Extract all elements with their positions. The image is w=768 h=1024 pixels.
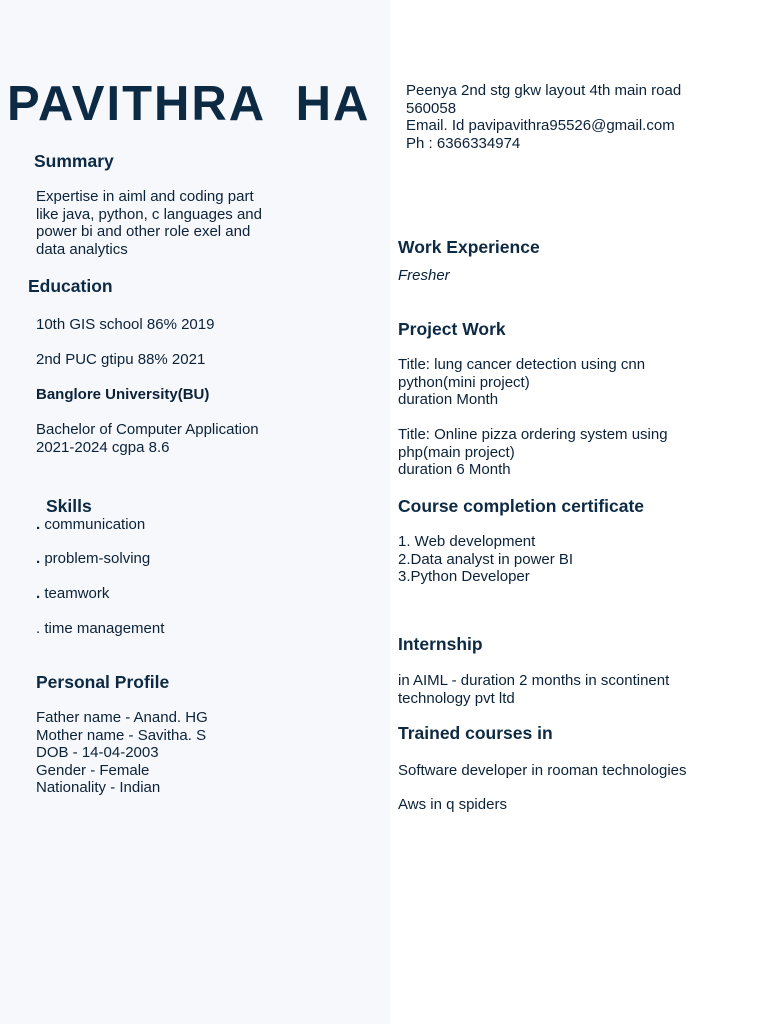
work-heading: Work Experience xyxy=(398,237,540,257)
summary-line: Expertise in aiml and coding part xyxy=(36,188,254,205)
personal-heading: Personal Profile xyxy=(36,672,170,692)
personal-line: Gender - Female xyxy=(36,761,150,779)
education-university: Banglore University(BU) xyxy=(36,386,210,403)
degree-line: Bachelor of Computer Application xyxy=(36,421,259,438)
course-item: 1. Web development xyxy=(398,533,536,550)
contact-phone[interactable]: Ph : 6366334974 xyxy=(406,134,521,152)
courses-list xyxy=(398,533,573,586)
trained-heading: Trained courses in xyxy=(398,723,553,743)
degree-line: 2021-2024 cgpa 8.6 xyxy=(36,438,170,456)
summary-line: power bi and other role exel and xyxy=(36,223,251,240)
skill-item: . communication xyxy=(36,516,146,533)
internship-text xyxy=(398,672,669,707)
project-main xyxy=(398,426,668,479)
internship-line: in AIML - duration 2 months in scontinent xyxy=(398,672,670,689)
courses-heading: Course completion certificate xyxy=(398,496,645,516)
contact-email[interactable]: Email. Id pavipavithra95526@gmail.com xyxy=(406,117,675,134)
personal-line: Father name - Anand. HG xyxy=(36,709,208,726)
education-degree xyxy=(36,421,259,456)
education-heading: Education xyxy=(28,276,113,296)
contact-address: Peenya 2nd stg gkw layout 4th main road xyxy=(406,82,682,99)
summary-heading: Summary xyxy=(34,151,114,171)
contact-pincode: 560058 xyxy=(406,99,457,117)
summary-line: like java, python, c languages and xyxy=(36,205,262,223)
trained-item: Aws in q spiders xyxy=(398,796,507,813)
skill-label: time management xyxy=(44,620,165,637)
project-line: python(mini project) xyxy=(398,373,530,391)
contact-block xyxy=(406,82,681,152)
education-puc: 2nd PUC gtipu 88% 2021 xyxy=(36,351,206,368)
personal-line: Mother name - Savitha. S xyxy=(36,726,207,744)
personal-line: DOB - 14-04-2003 xyxy=(36,744,159,761)
summary-line: data analytics xyxy=(36,240,128,258)
internship-line: technology pvt ltd xyxy=(398,689,515,707)
education-10th: 10th GIS school 86% 2019 xyxy=(36,316,215,333)
project-line: Title: Online pizza ordering system using xyxy=(398,426,668,443)
project-line: php(main project) xyxy=(398,443,515,461)
personal-line: Nationality - Indian xyxy=(36,779,161,796)
course-item: 2.Data analyst in power BI xyxy=(398,550,574,568)
projects-heading: Project Work xyxy=(398,319,506,339)
trained-item: Software developer in rooman technologies xyxy=(398,762,687,779)
skill-label: communication xyxy=(44,516,146,533)
skill-item: . problem-solving xyxy=(36,550,151,567)
personal-details xyxy=(36,709,208,797)
skills-heading: Skills xyxy=(46,496,92,516)
summary-text xyxy=(36,188,262,258)
skill-label: teamwork xyxy=(44,585,110,602)
project-line: Title: lung cancer detection using cnn xyxy=(398,356,646,373)
candidate-name: PAVITHRA HA xyxy=(7,77,371,131)
project-mini xyxy=(398,356,645,409)
internship-heading: Internship xyxy=(398,634,483,654)
course-item: 3.Python Developer xyxy=(398,568,530,585)
skill-item: . time management xyxy=(36,620,165,637)
project-line: duration Month xyxy=(398,391,499,408)
skill-item: . teamwork xyxy=(36,585,110,602)
work-text: Fresher xyxy=(398,267,450,284)
project-line: duration 6 Month xyxy=(398,461,511,478)
skill-label: problem-solving xyxy=(44,550,151,567)
